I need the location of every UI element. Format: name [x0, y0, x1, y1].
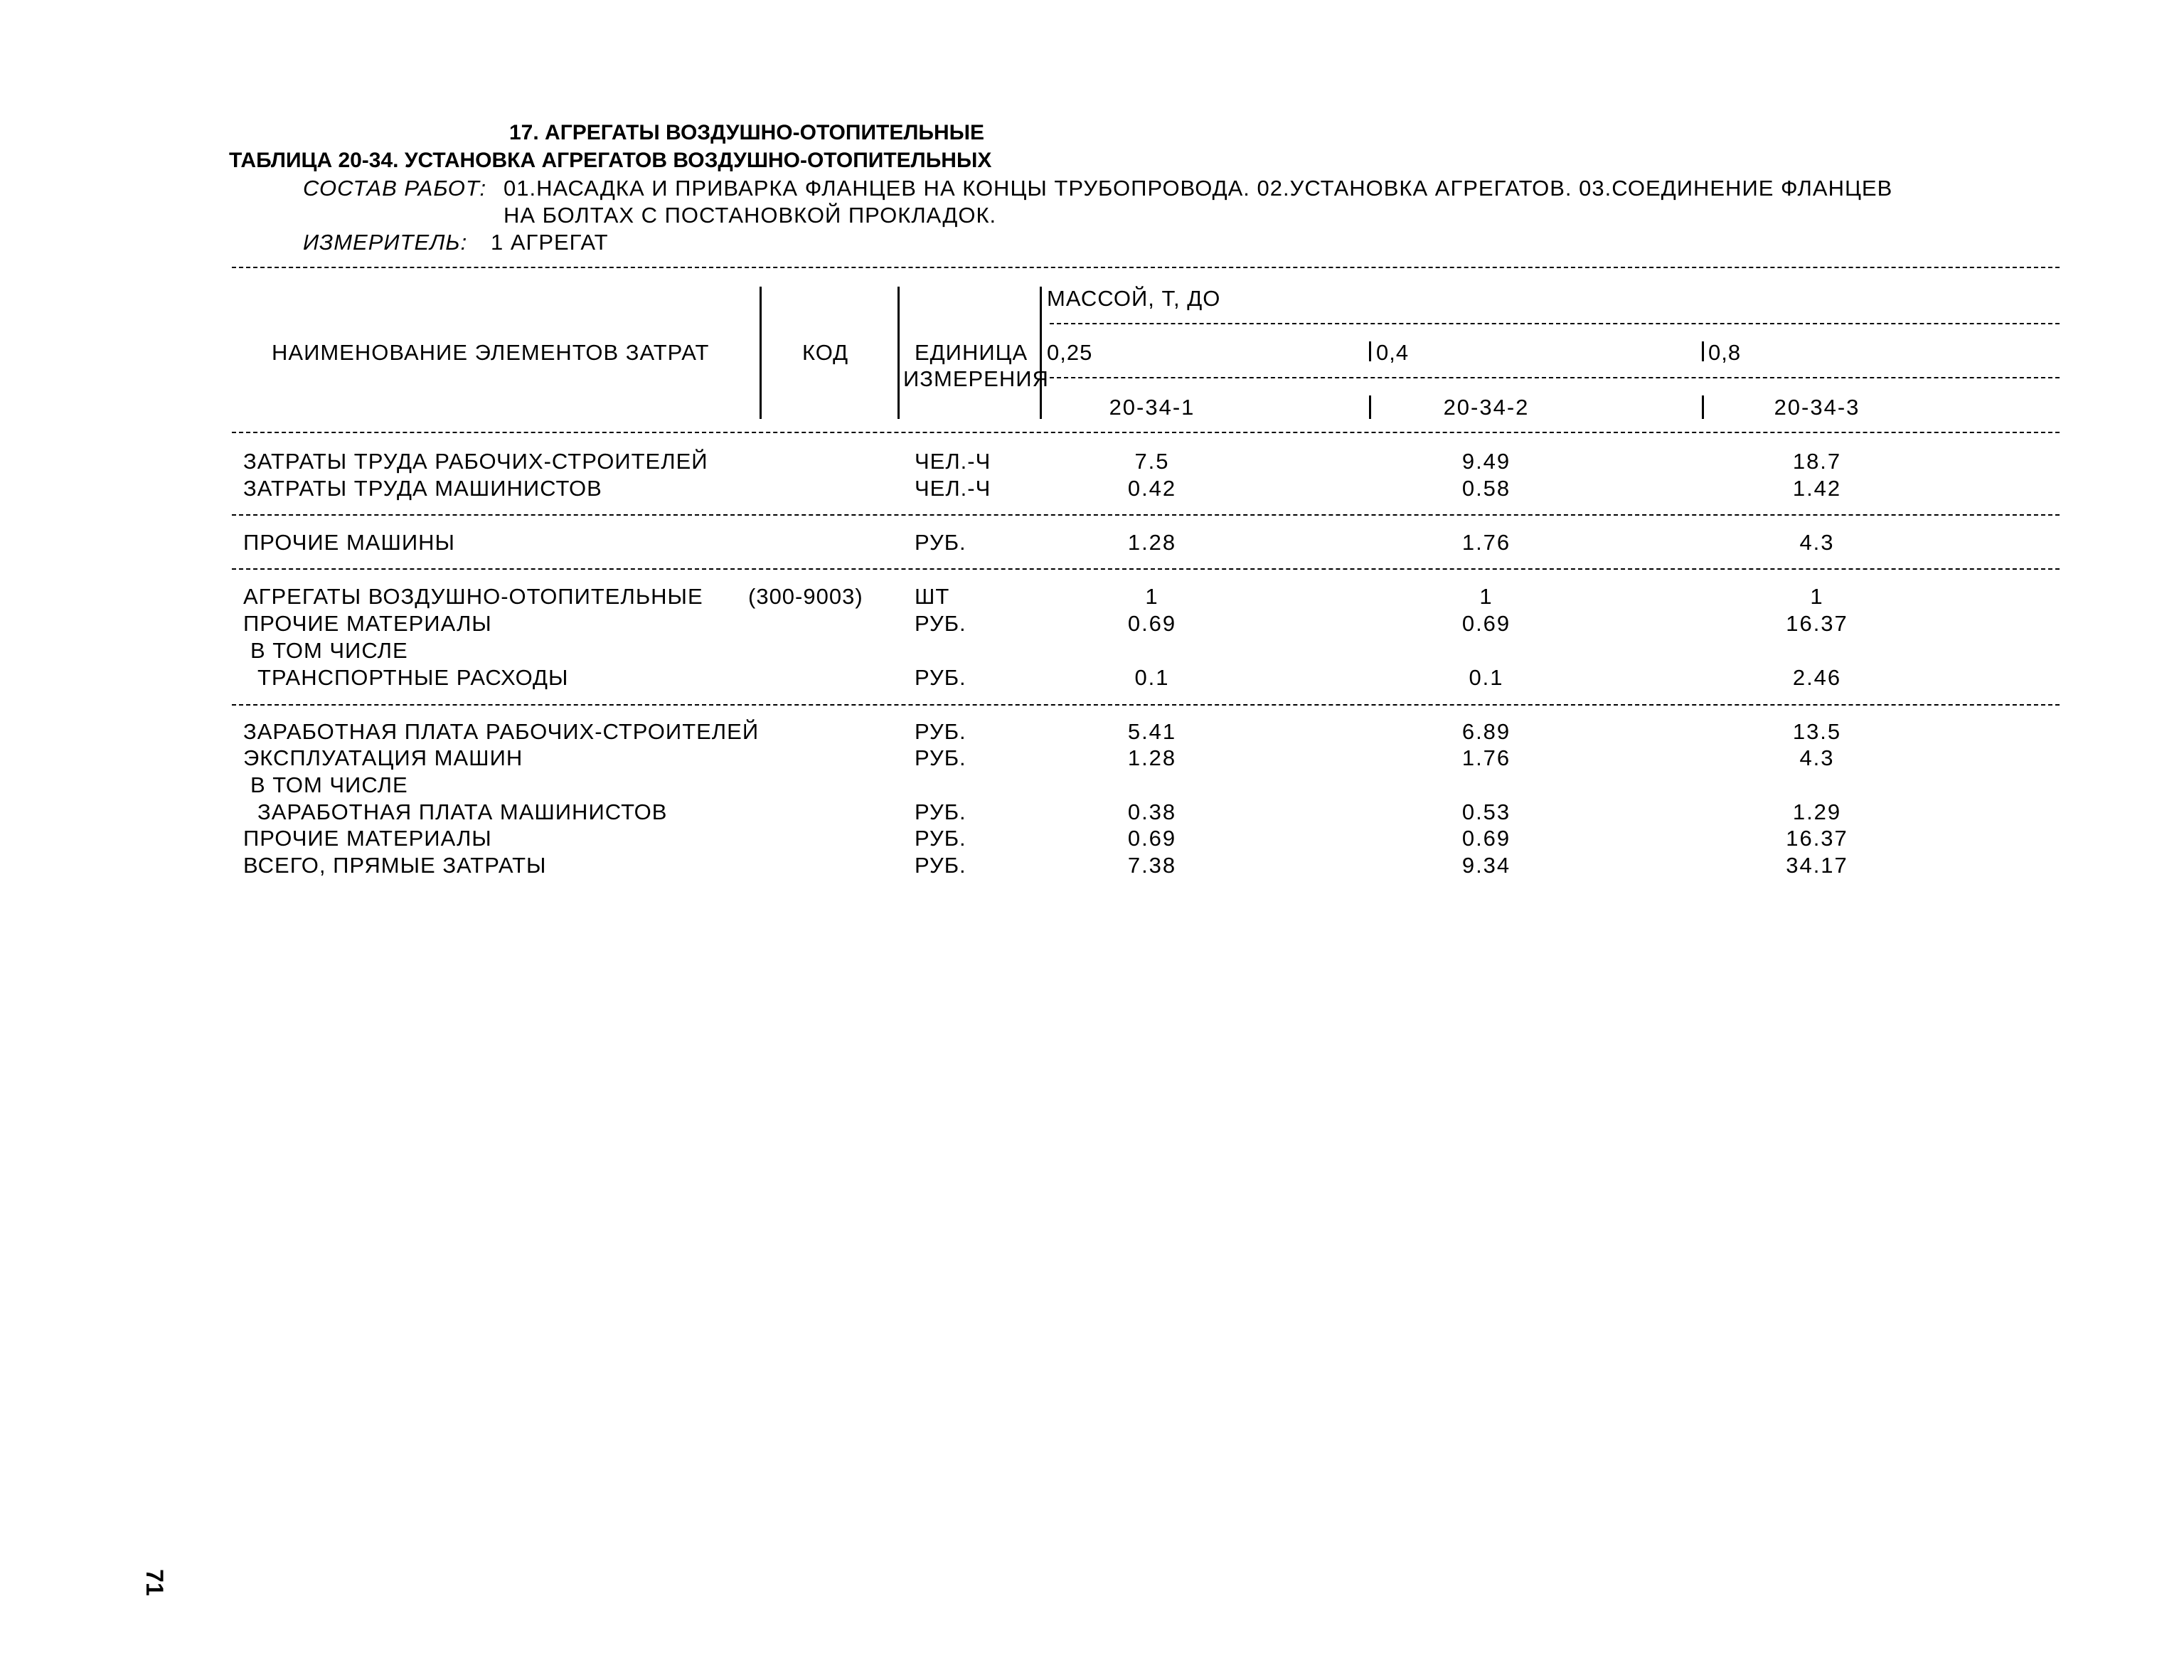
- row-unit: РУБ.: [915, 665, 966, 690]
- row-unit: РУБ.: [915, 745, 966, 770]
- code-divider-3: [1702, 395, 1704, 419]
- row-value: 9.34: [1461, 853, 1511, 878]
- code-column-1: 20-34-1: [1109, 395, 1195, 420]
- row-name: АГРЕГАТЫ ВОЗДУШНО-ОТОПИТЕЛЬНЫЕ: [243, 584, 703, 609]
- table-top-rule: [232, 267, 2060, 268]
- mass-header-rule: [1050, 323, 2060, 324]
- row-value: 1.42: [1792, 476, 1842, 501]
- row-name: ЗАТРАТЫ ТРУДА МАШИНИСТОВ: [243, 476, 602, 501]
- header-bottom-rule: [232, 432, 2060, 433]
- row-unit: РУБ.: [915, 719, 966, 744]
- table-title: ТАБЛИЦА 20-34. УСТАНОВКА АГРЕГАТОВ ВОЗДУШНО-ОТОПИТЕЛЬНЫХ: [229, 149, 992, 172]
- row-value: 18.7: [1792, 449, 1842, 474]
- section-title: 17. АГРЕГАТЫ ВОЗДУШНО-ОТОПИТЕЛЬНЫЕ: [509, 121, 984, 144]
- row-name: ЗАРАБОТНАЯ ПЛАТА РАБОЧИХ-СТРОИТЕЛЕЙ: [243, 719, 760, 744]
- mass-divider-3: [1702, 341, 1704, 361]
- row-value: 16.37: [1786, 826, 1848, 851]
- row-value: 0.69: [1127, 826, 1177, 851]
- row-value: 1.28: [1127, 530, 1177, 555]
- page-number: 71: [141, 1569, 168, 1596]
- mass-value-3: 0,8: [1708, 340, 1742, 365]
- row-unit: РУБ.: [915, 799, 966, 824]
- col-divider-unit: [1040, 287, 1042, 419]
- measure-value: 1 АГРЕГАТ: [491, 230, 609, 255]
- row-value: 1.76: [1461, 530, 1511, 555]
- row-value: 4.3: [1799, 530, 1835, 555]
- row-value: 5.41: [1127, 719, 1177, 744]
- row-value: 4.3: [1799, 745, 1835, 770]
- row-value: 16.37: [1786, 611, 1848, 636]
- mass-value-2: 0,4: [1376, 340, 1410, 365]
- work-composition-line2: НА БОЛТАХ С ПОСТАНОВКОЙ ПРОКЛАДОК.: [504, 203, 997, 228]
- row-value: 0.42: [1127, 476, 1177, 501]
- row-name: ВСЕГО, ПРЯМЫЕ ЗАТРАТЫ: [243, 853, 547, 878]
- work-composition-label: СОСТАВ РАБОТ:: [303, 176, 487, 201]
- col-divider-name: [760, 287, 762, 419]
- col-header-name: НАИМЕНОВАНИЕ ЭЛЕМЕНТОВ ЗАТРАТ: [272, 340, 710, 365]
- col-divider-code: [897, 287, 900, 419]
- code-divider-2: [1369, 395, 1371, 419]
- row-name: ТРАНСПОРТНЫЕ РАСХОДЫ: [257, 665, 569, 690]
- row-value: 1.76: [1461, 745, 1511, 770]
- row-value: 2.46: [1792, 665, 1842, 690]
- col-header-code: КОД: [802, 340, 849, 365]
- row-value: 34.17: [1786, 853, 1848, 878]
- row-value: 0.69: [1461, 611, 1511, 636]
- row-value: 0.53: [1461, 799, 1511, 824]
- measure-label: ИЗМЕРИТЕЛЬ:: [303, 230, 468, 255]
- row-value: 6.89: [1461, 719, 1511, 744]
- row-value: 1: [1810, 584, 1824, 609]
- row-value: 0.1: [1469, 665, 1504, 690]
- row-value: 0.1: [1134, 665, 1170, 690]
- row-value: 1: [1479, 584, 1493, 609]
- col-header-unit-1: ЕДИНИЦА: [915, 340, 1028, 365]
- row-name: ЭКСПЛУАТАЦИЯ МАШИН: [243, 745, 523, 770]
- section-rule-2: [232, 568, 2060, 570]
- row-name: ПРОЧИЕ МАТЕРИАЛЫ: [243, 611, 492, 636]
- col-header-unit-2: ИЗМЕРЕНИЯ: [903, 366, 1049, 391]
- row-unit: ЧЕЛ.-Ч: [915, 449, 991, 474]
- row-value: 7.5: [1134, 449, 1170, 474]
- row-subheading: В ТОМ ЧИСЛЕ: [250, 638, 408, 663]
- row-value: 1.29: [1792, 799, 1842, 824]
- row-unit: РУБ.: [915, 826, 966, 851]
- row-name: ПРОЧИЕ МАТЕРИАЛЫ: [243, 826, 492, 851]
- row-value: 0.38: [1127, 799, 1177, 824]
- mass-divider-2: [1369, 341, 1371, 361]
- row-name: ЗАТРАТЫ ТРУДА РАБОЧИХ-СТРОИТЕЛЕЙ: [243, 449, 708, 474]
- row-code: (300-9003): [748, 584, 863, 609]
- section-rule-1: [232, 514, 2060, 516]
- row-unit: РУБ.: [915, 853, 966, 878]
- row-name: ПРОЧИЕ МАШИНЫ: [243, 530, 455, 555]
- row-unit: ЧЕЛ.-Ч: [915, 476, 991, 501]
- row-value: 0.69: [1127, 611, 1177, 636]
- mass-values-rule: [1050, 377, 2060, 378]
- row-value: 7.38: [1127, 853, 1177, 878]
- row-unit: ШТ: [915, 584, 950, 609]
- mass-value-1: 0,25: [1047, 340, 1093, 365]
- work-composition-line1: 01.НАСАДКА И ПРИВАРКА ФЛАНЦЕВ НА КОНЦЫ ТРУБОПРОВОДА. 02.УСТАНОВКА АГРЕГАТОВ. 03.СОЕДИНЕНИЕ ФЛАНЦЕВ: [504, 176, 1893, 201]
- mass-header: МАССОЙ, Т, ДО: [1047, 286, 1221, 311]
- row-value: 0.69: [1461, 826, 1511, 851]
- row-value: 1: [1145, 584, 1159, 609]
- row-unit: РУБ.: [915, 611, 966, 636]
- row-value: 9.49: [1461, 449, 1511, 474]
- row-subheading: В ТОМ ЧИСЛЕ: [250, 772, 408, 797]
- row-name: ЗАРАБОТНАЯ ПЛАТА МАШИНИСТОВ: [257, 799, 668, 824]
- code-column-2: 20-34-2: [1443, 395, 1530, 420]
- code-column-3: 20-34-3: [1774, 395, 1860, 420]
- row-value: 1.28: [1127, 745, 1177, 770]
- row-value: 0.58: [1461, 476, 1511, 501]
- section-rule-3: [232, 704, 2060, 706]
- row-value: 13.5: [1792, 719, 1842, 744]
- row-unit: РУБ.: [915, 530, 966, 555]
